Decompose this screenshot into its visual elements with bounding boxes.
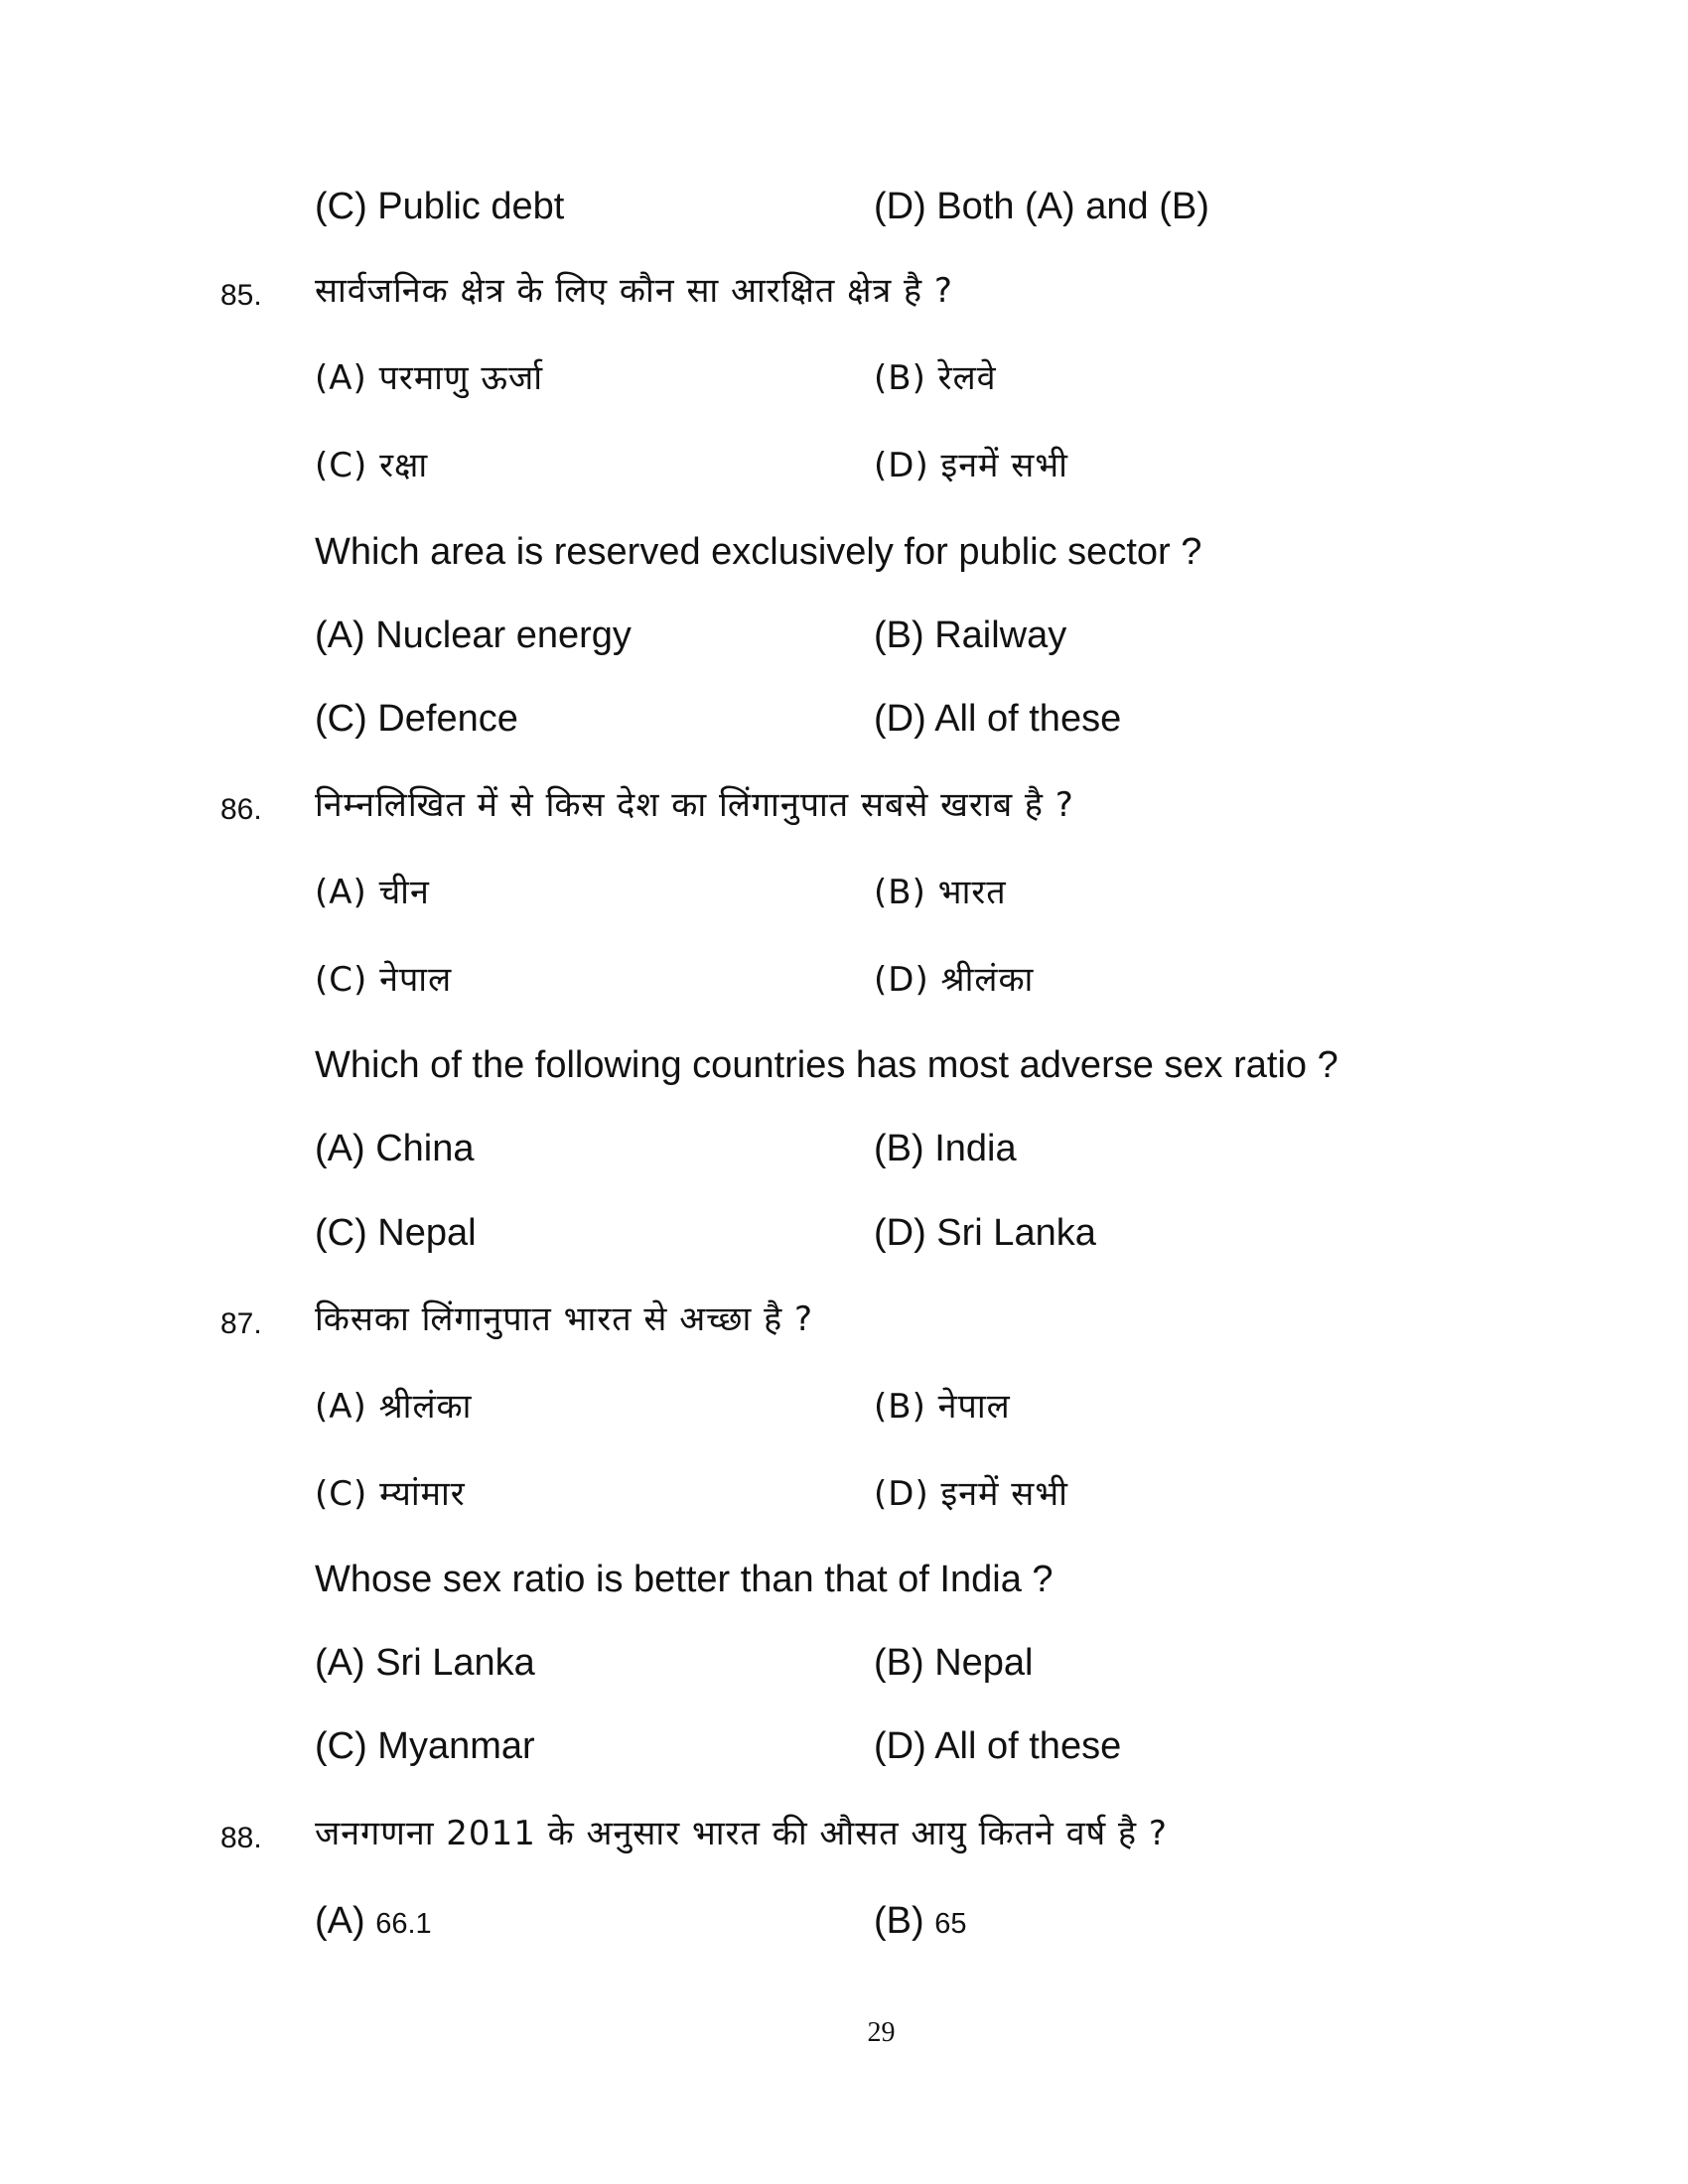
q86-option-b: (B) India <box>874 1128 1017 1169</box>
question-85-english: Which area is reserved exclusively for public sector ? <box>315 531 1202 573</box>
q86-option-a: (A) China <box>315 1128 475 1169</box>
q85-hindi-option-d: (D) इनमें सभी <box>874 446 1068 485</box>
q85-option-c: (C) Defence <box>315 698 518 740</box>
q86-hindi-option-b: (B) भारत <box>874 873 1007 912</box>
question-85-hindi: सार्वजनिक क्षेत्र के लिए कौन सा आरक्षित क्षेत्र है ? <box>315 271 953 311</box>
q87-hindi-option-b: (B) नेपाल <box>874 1387 1011 1427</box>
q88-option-a-value: 66.1 <box>375 1908 432 1940</box>
q85-option-a: (A) Nuclear energy <box>315 614 632 656</box>
q88-option-a <box>315 1898 432 1947</box>
q84-option-d: (D) Both (A) and (B) <box>874 186 1209 227</box>
q88-option-b-value: 65 <box>934 1908 967 1940</box>
q85-option-b: (B) Railway <box>874 614 1067 656</box>
q87-hindi-option-d: (D) इनमें सभी <box>874 1474 1068 1514</box>
page-number: 29 <box>867 2017 896 2048</box>
q88-option-b <box>874 1898 966 1947</box>
q85-hindi-option-b: (B) रेलवे <box>874 358 997 398</box>
q87-option-d: (D) All of these <box>874 1725 1122 1767</box>
q84-option-c: (C) Public debt <box>315 186 565 227</box>
q86-hindi-option-a: (A) चीन <box>315 873 430 912</box>
question-number-86: 86. <box>220 793 262 826</box>
q86-option-c: (C) Nepal <box>315 1212 477 1254</box>
q86-hindi-option-d: (D) श्रीलंका <box>874 960 1035 1000</box>
question-87-hindi: किसका लिंगानुपात भारत से अच्छा है ? <box>315 1299 814 1339</box>
q85-hindi-option-a: (A) परमाणु ऊर्जा <box>315 358 544 398</box>
q87-option-b: (B) Nepal <box>874 1642 1034 1684</box>
question-number-87: 87. <box>220 1307 262 1340</box>
question-88-hindi: जनगणना 2011 के अनुसार भारत की औसत आयु कितने वर्ष है ? <box>315 1814 1168 1853</box>
question-86-english: Which of the following countries has most adverse sex ratio ? <box>315 1044 1338 1086</box>
q85-option-d: (D) All of these <box>874 698 1122 740</box>
q88-option-a-label: (A) <box>315 1900 365 1942</box>
question-number-88: 88. <box>220 1822 262 1854</box>
q87-option-a: (A) Sri Lanka <box>315 1642 535 1684</box>
question-86-hindi: निम्नलिखित में से किस देश का लिंगानुपात सबसे खराब है ? <box>315 785 1074 825</box>
q86-option-d: (D) Sri Lanka <box>874 1212 1096 1254</box>
question-87-english: Whose sex ratio is better than that of India ? <box>315 1559 1054 1600</box>
q87-hindi-option-a: (A) श्रीलंका <box>315 1387 473 1427</box>
q87-option-c: (C) Myanmar <box>315 1725 535 1767</box>
q85-hindi-option-c: (C) रक्षा <box>315 446 429 485</box>
q86-hindi-option-c: (C) नेपाल <box>315 960 453 1000</box>
question-number-85: 85. <box>220 279 262 312</box>
q88-option-b-label: (B) <box>874 1900 924 1942</box>
q87-hindi-option-c: (C) म्यांमार <box>315 1474 466 1514</box>
